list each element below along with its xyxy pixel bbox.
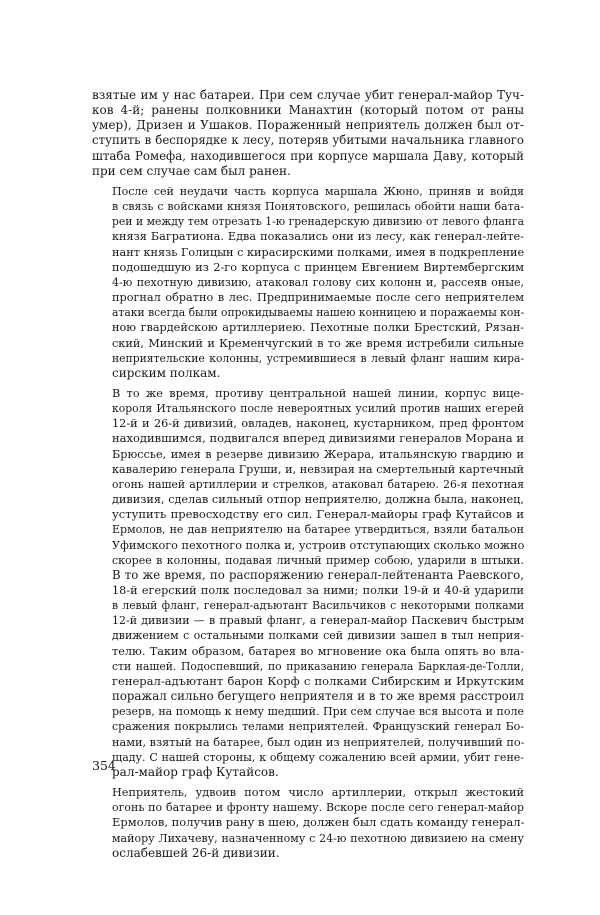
text-line: ский, Минский и Кременчугский в то же время истребили сильные: [112, 336, 524, 350]
text-line: 4-ю пехотную дивизию, атаковал голову сих колонн и, рассеяв оные,: [112, 275, 524, 289]
text-line: резерв, на помощь к нему шедший. При сем случае вся высота и поле: [112, 705, 524, 719]
text-line: при сем случае сам был ранен.: [92, 163, 291, 178]
text-line: огонь нашей артиллерии и стрелков, атаковал батарею. 26-я пехотная: [112, 477, 524, 491]
text-line: рал-майор граф Кутайсов.: [112, 764, 279, 779]
text-line: в связь с войсками князя Понятовского, решилась обойти наши бата-: [112, 200, 524, 214]
paragraph: [92, 386, 524, 780]
page-number: 354: [92, 758, 116, 773]
text-line: В то же время, противу центральной нашей линии, корпус вице-: [112, 386, 524, 400]
paragraph: [92, 785, 524, 861]
text-line: реи и между тем отрезать 1-ю гренадерскую дивизию от левого фланга: [112, 215, 524, 229]
text-line: генерал-адъютант барон Корф с полками Сибирским и Иркутским: [112, 673, 524, 688]
text-line: В то же время, по распоряжению генерал-лейтенанта Раевского,: [112, 567, 524, 582]
text-line: Брюссье, имея в резерве дивизию Жерара, итальянскую гвардию и: [112, 447, 524, 461]
text-line: Ермолов, не дав неприятелю на батарее утвердиться, взяли батальон: [112, 523, 524, 537]
text-line: ков 4-й; ранены полковники Манахтин (который потом от раны: [92, 103, 524, 118]
text-line: Неприятель, удвоив потом число артиллерии, открыл жестокий: [112, 786, 524, 800]
text-line: нами, взятый на батарее, был один из неприятелей, получивший по-: [112, 735, 525, 749]
text-line: огонь по батарее и фронту нашему. Вскоре после сего генерал-майор: [112, 801, 524, 815]
text-line: телю. Таким образом, батарея во мгновение ока была опять во вла-: [112, 644, 524, 658]
text-line: ною гвардейскою артиллериею. Пехотные полки Брестский, Рязан-: [112, 321, 524, 335]
body-text: [92, 88, 524, 866]
text-line: Уфимского пехотного полка и, устроив отступающих сколько можно: [112, 538, 525, 552]
text-line: 18-й егерский полк последовал за ними; полки 19-й и 40-й ударили: [112, 584, 524, 597]
text-line: сти нашей. Подоспевший, по приказанию генерала Барклая-де-Толли,: [112, 659, 524, 673]
text-line: 12-й дивизии — в правый фланг, а генерал-майор Паскевич быстрым: [112, 614, 524, 628]
text-line: подошедшую из 2-го корпуса с принцем Евгением Виртембергским: [112, 260, 524, 274]
text-line: короля Итальянского после невероятных усилий против наших егерей: [112, 402, 524, 416]
text-line: находившимся, подвигался вперед дивизиями генералов Морана и: [112, 431, 524, 446]
text-line: Ермолов, получив рану в шею, должен был сдать команду генерал-: [112, 815, 525, 830]
text-line: кавалерию генерала Груши, и, невзирая на смертельный картечный: [112, 462, 525, 476]
paragraph: [92, 88, 524, 179]
text-line: князя Багратиона. Едва показались они из лесу, как генерал-лейте-: [112, 230, 524, 244]
text-line: умер), Дризен и Ушаков. Пораженный неприятель должен был от-: [92, 118, 524, 133]
text-line: атаки всегда были опрокидываемы нашею конницею и поражаемы кон-: [112, 306, 525, 320]
text-line: После сей неудачи часть корпуса маршала Жюно, приняв и войдя: [112, 184, 524, 198]
text-line: ослабевшей 26-й дивизии.: [112, 845, 280, 860]
text-line: уступить превосходству его сил. Генерал-майоры граф Кутайсов и: [112, 507, 524, 522]
text-line: сражения покрылись телами неприятелей. Французский генерал Бо-: [112, 720, 524, 734]
text-line: майору Лихачеву, назначенному с 24-ю пехотною дивизиею на смену: [112, 831, 524, 845]
paragraph: [92, 184, 524, 381]
text-line: дивизия, сделав сильный отпор неприятелю, должна была, наконец,: [112, 493, 524, 507]
text-line: щаду. С нашей стороны, к общему сожалению всей армии, убит гене-: [112, 750, 524, 764]
text-line: неприятельские колонны, устремившиеся в левый фланг нашим кира-: [112, 351, 524, 365]
text-line: поражал сильно бегущего неприятеля и в то же время расстроил: [112, 689, 524, 704]
text-line: взятые им у нас батареи. При сем случае убит генерал-майор Туч-: [92, 88, 524, 102]
text-line: штаба Ромефа, находившегося при корпусе маршала Даву, который: [92, 148, 524, 163]
text-line: сирским полкам.: [112, 365, 221, 380]
text-line: ступить в беспорядке к лесу, потеряв убитыми начальника главного: [92, 133, 524, 148]
text-line: прогнал обратно в лес. Предпринимаемые после сего неприятелем: [112, 291, 524, 305]
text-line: скорее в колонны, подавая личный пример собою, ударили в штыки.: [112, 553, 524, 567]
text-line: 12-й и 26-й дивизий, овладев, наконец, кустарником, пред фронтом: [112, 417, 524, 431]
text-line: в левый фланг, генерал-адъютант Васильчиков с некоторыми полками: [112, 599, 524, 613]
text-line: нант князь Голицын с кирасирскими полками, имея в подкрепление: [112, 245, 525, 259]
text-line: движением с остальными полками сей дивизии зашел в тыл неприя-: [112, 629, 524, 643]
